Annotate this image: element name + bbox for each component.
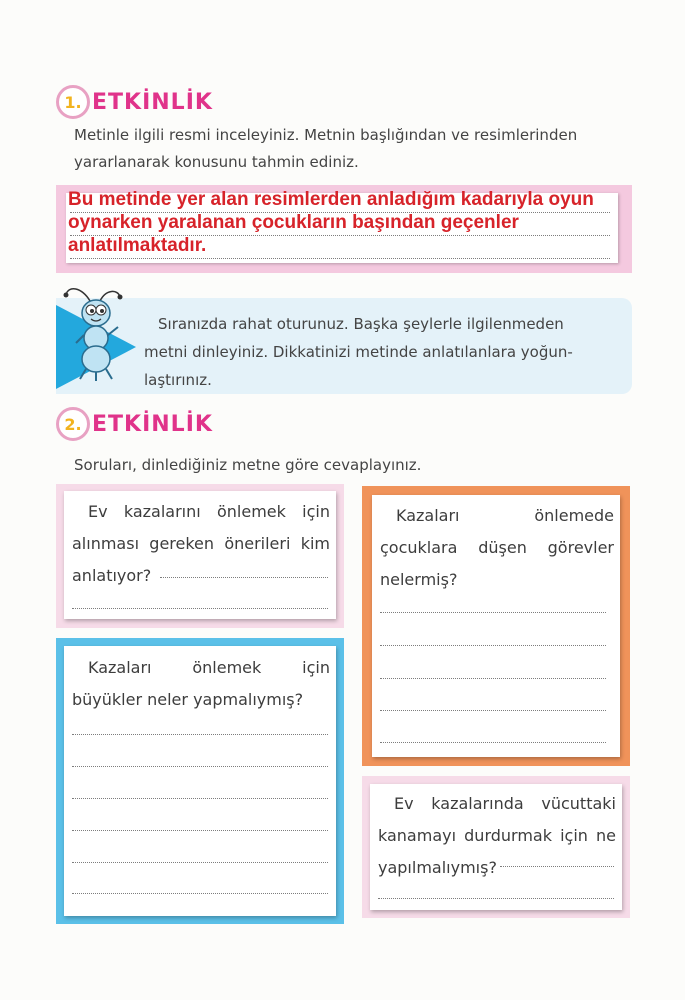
activity-1-heading <box>56 84 213 120</box>
instruction-line: Sıranızda rahat oturunuz. Başka şeylerle ilgilenmeden <box>158 315 564 333</box>
question-4-text: Ev kazalarında vücuttaki kanamayı durdurmak için ne yapılmalıymış? <box>378 794 616 877</box>
question-1-text: Ev kazalarını önlemek için alınması gereken önerileri kim anlatıyor? <box>72 502 330 585</box>
writing-line <box>500 866 614 867</box>
writing-line <box>72 862 328 863</box>
activity-title: ETKİNLİK <box>92 411 213 437</box>
instruction-line: laştırınız. <box>144 371 212 389</box>
handwritten-answer: Bu metinde yer alan resimlerden anladığım kadarıyla oyun oynarken yaralanan çocukların başından geçenler anlatılmaktadır. <box>68 189 594 256</box>
activity-1-instruction <box>74 122 634 176</box>
activity-number-badge: 1. <box>56 85 90 119</box>
activity-number-badge: 2. <box>56 407 90 441</box>
writing-line <box>72 766 328 767</box>
question-2-text: Kazaları önlemede çocuklara düşen görevler nelermiş? <box>380 506 614 589</box>
writing-line <box>380 645 606 646</box>
writing-line <box>380 612 606 613</box>
activity-title: ETKİNLİK <box>92 89 213 115</box>
instruction-line: yararlanarak konusunu tahmin ediniz. <box>74 153 359 171</box>
instruction-line: metni dinleyiniz. Dikkatinizi metinde anlatılanlara yoğun- <box>144 343 573 361</box>
writing-line <box>72 893 328 894</box>
activity-2-instruction: Soruları, dinlediğiniz metne göre cevaplayınız. <box>74 456 422 474</box>
writing-line <box>380 678 606 679</box>
activity-2-heading <box>56 406 213 442</box>
ant-mascot-icon <box>60 283 132 383</box>
writing-line <box>380 710 606 711</box>
writing-line <box>70 258 610 259</box>
writing-line <box>378 898 614 899</box>
writing-line <box>160 577 328 578</box>
instruction-line: Metinle ilgili resmi inceleyiniz. Metnin başlığından ve resimlerinden <box>74 126 578 144</box>
writing-line <box>380 742 606 743</box>
listening-instruction <box>144 310 624 394</box>
writing-line <box>72 830 328 831</box>
writing-line <box>72 608 328 609</box>
writing-line <box>72 798 328 799</box>
question-3-text: Kazaları önlemek için büyükler neler yapmalıymış? <box>72 658 330 709</box>
writing-line <box>72 734 328 735</box>
